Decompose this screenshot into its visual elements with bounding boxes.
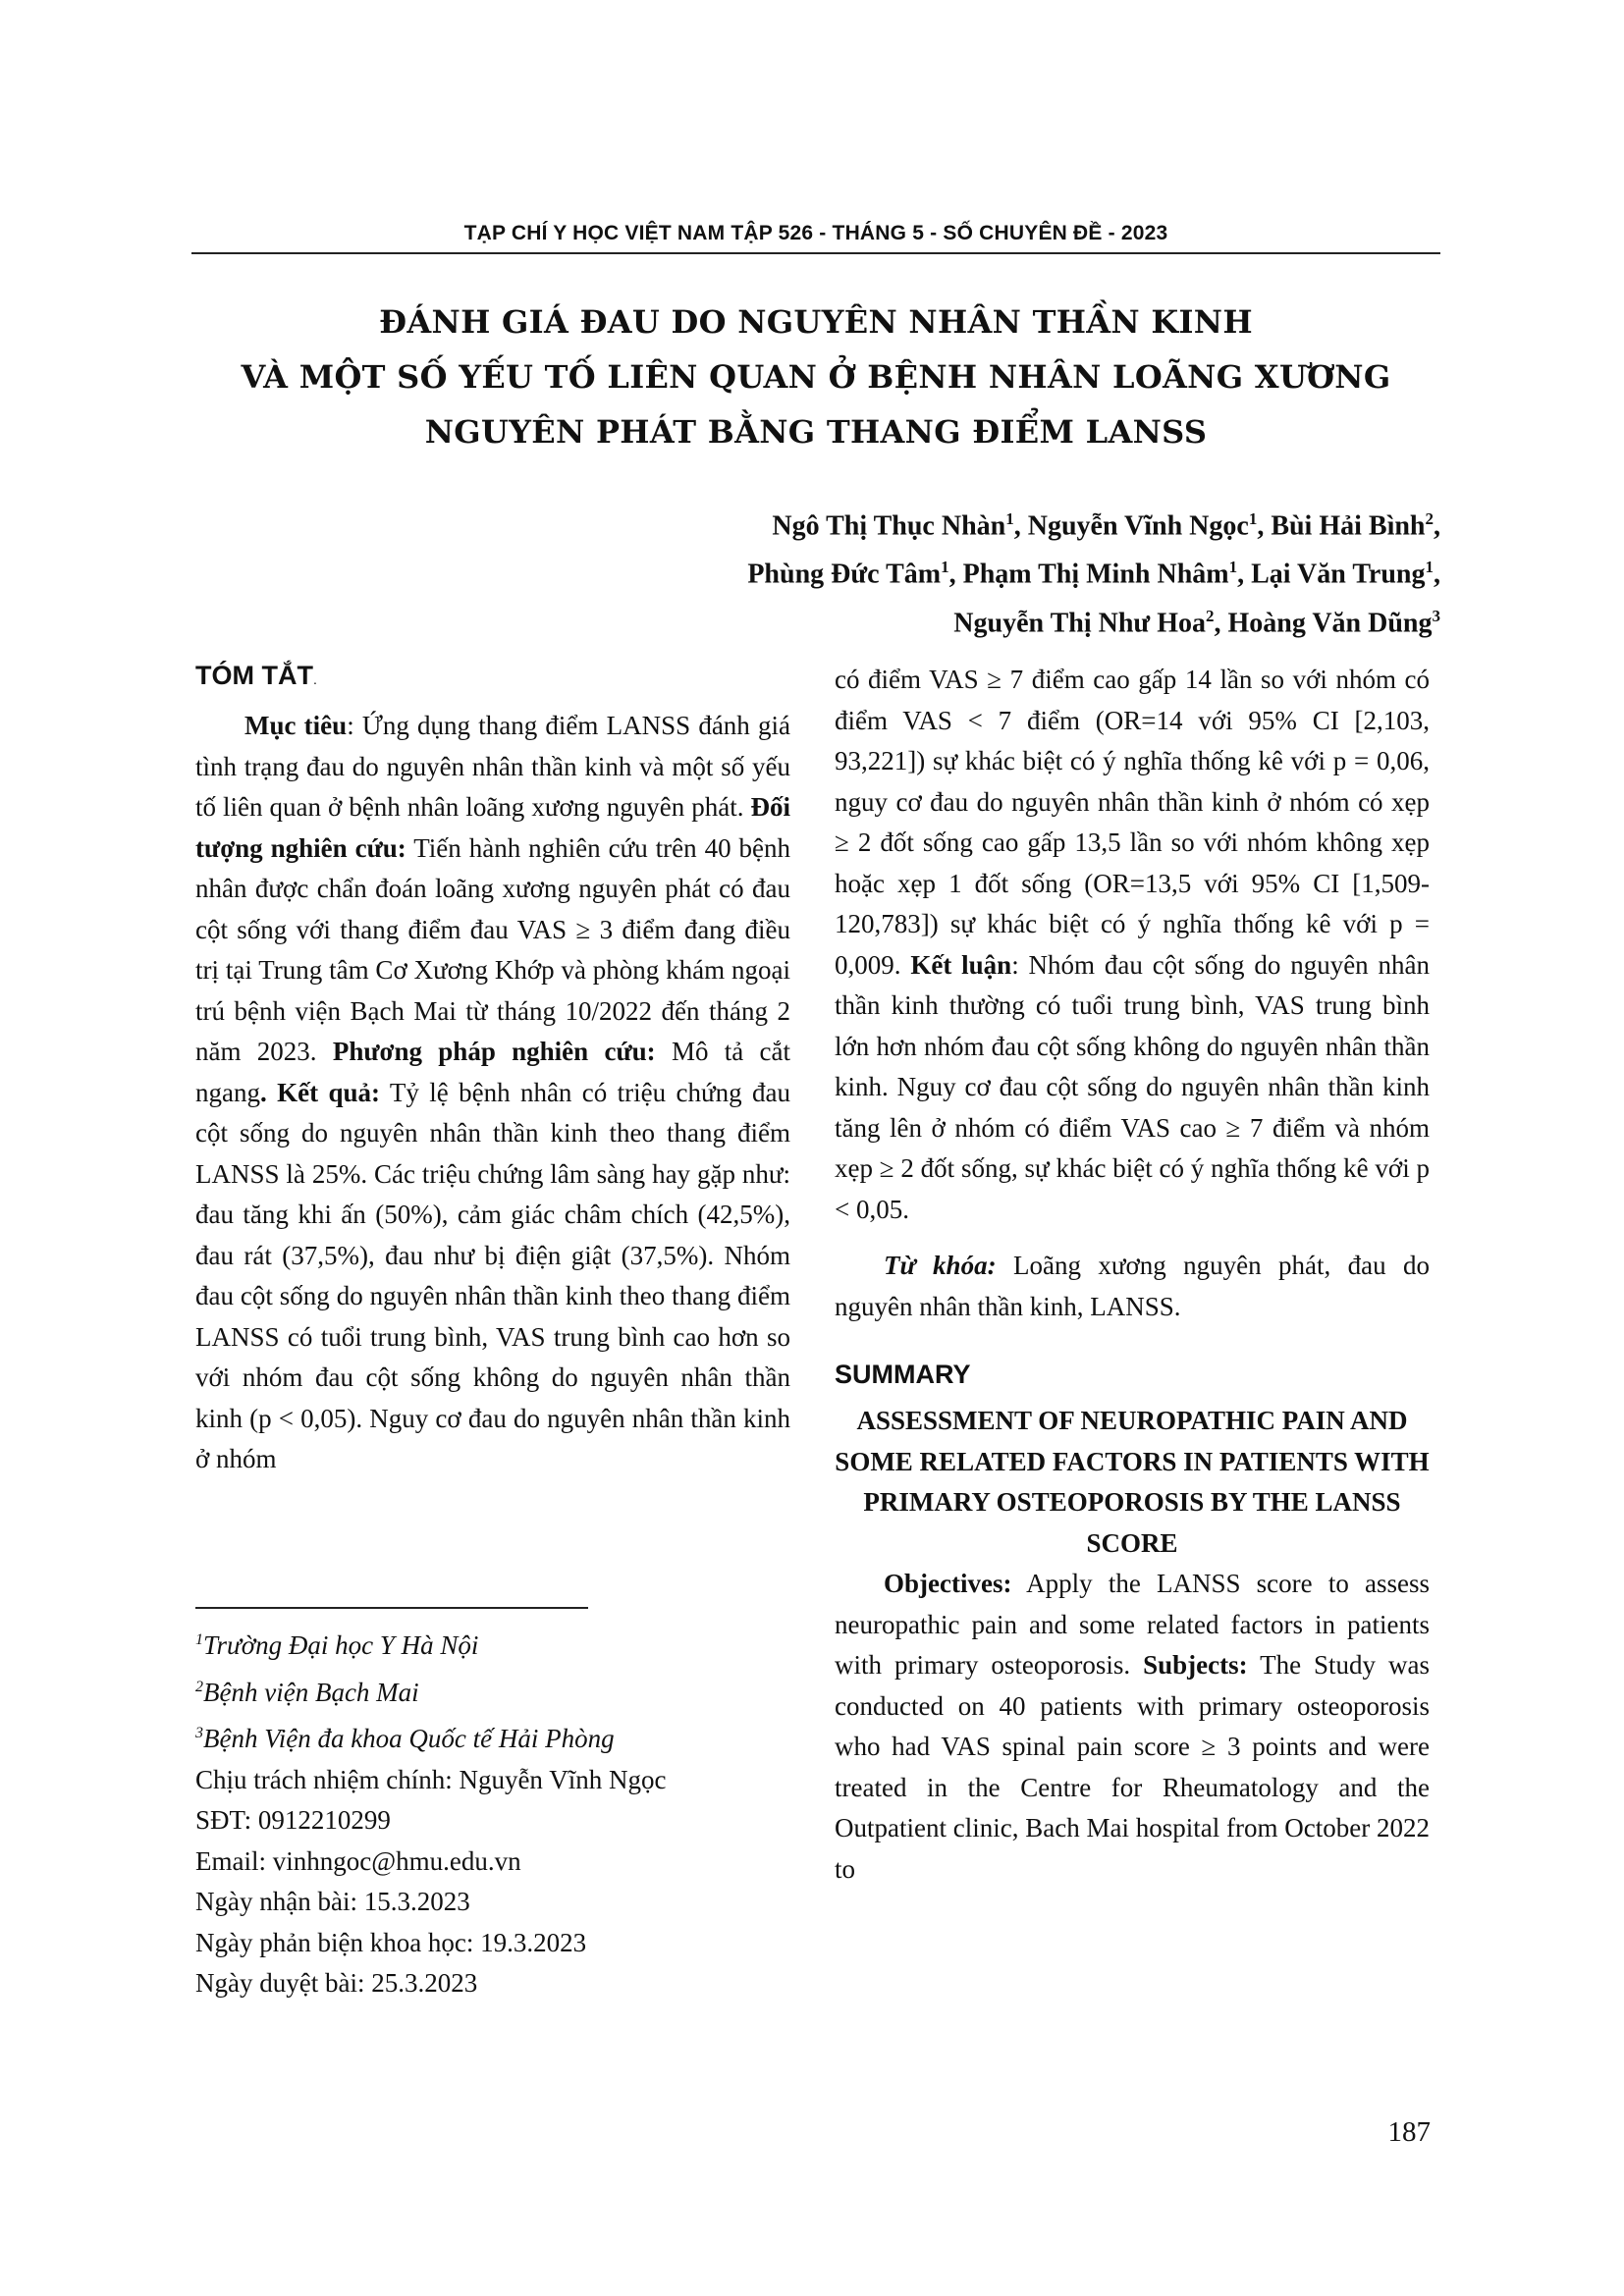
- summary-vi-heading: TÓM TẮT.: [195, 661, 317, 690]
- author-affiliation: 1: [1425, 558, 1434, 577]
- conclusion-label: Kết luận: [910, 949, 1012, 980]
- results-label: . Kết quả:: [259, 1077, 380, 1107]
- methods-label: Phương pháp nghiên cứu:: [332, 1037, 656, 1066]
- subjects-label: Đối tượng nghiên cứu:: [195, 792, 790, 863]
- objective-label: Mục tiêu: [244, 711, 348, 740]
- author-name: Phùng Đức Tâm: [747, 559, 942, 590]
- affiliation-note: $^2$Bệnh viện Bạch Mai: [195, 1677, 419, 1707]
- phone-number: SĐT: 0912210299: [195, 1805, 391, 1835]
- corresponding-author: Chịu trách nhiệm chính: Nguyễn Vĩnh Ngọc: [195, 1764, 667, 1794]
- review-date: Ngày phản biện khoa học: 19.3.2023: [195, 1927, 587, 1957]
- author-name: Ngô Thị Thục Nhàn: [772, 510, 1006, 542]
- keywords-label: Từ khóa:: [884, 1251, 997, 1280]
- title-line: VÀ MỘT SỐ YẾU TỐ LIÊN QUAN Ở BỆNH NHÂN LOÃNG XƯƠNG: [241, 358, 1391, 396]
- right-column: [835, 660, 1430, 1890]
- objectives-label: Objectives:: [884, 1569, 1012, 1598]
- author-affiliation: 2: [1205, 606, 1215, 625]
- keywords-vi: Từ khóa: Loãng xương nguyên phát, đau do nguyên nhân thần kinh, LANSS.: [835, 1251, 1430, 1321]
- author-list: [747, 499, 1440, 644]
- author-affiliation: 1: [1248, 509, 1258, 528]
- author-line: Phùng Đức Tâm$^1$, Phạm Thị Minh Nhâm$^1$, Lại Văn Trung$^1$,: [747, 558, 1440, 590]
- summary-en-heading: SUMMARY: [835, 1360, 971, 1389]
- title-line: NGUYÊN PHÁT BẰNG THANG ĐIỂM LANSS: [424, 413, 1208, 451]
- accepted-date: Ngày duyệt bài: 25.3.2023: [195, 1968, 478, 1998]
- left-column: [195, 656, 790, 1480]
- author-name: Nguyễn Vĩnh Ngọc: [1027, 510, 1249, 542]
- abstract-vi-continuation: có điểm VAS ≥ 7 điểm cao gấp 14 lần so với nhóm có điểm VAS < 7 điểm (OR=14 với 95% CI [2,103, 93,221]) sự khác biệt có ý nghĩa thống kê với p = 0,06, nguy cơ đau do nguyên nhân thần kinh ở nhóm có xẹp ≥ 2 đốt sống cao gấp 13,5 lần so với nhóm không xẹp hoặc xẹp 1 đốt sống (OR=13,5 với 95% CI [1,509-120,783]) sự khác biệt có ý nghĩa thống kê với p = 0,009. Kết luận: Nhóm đau cột sống do nguyên nhân thần kinh thường có tuổi trung bình, VAS trung bình lớn hơn nhóm đau cột sống không do nguyên nhân thần kinh. Nguy cơ đau cột sống do nguyên nhân thần kinh tăng lên ở nhóm có điểm VAS cao ≥ 7 điểm và nhóm xẹp ≥ 2 đốt sống, sự khác biệt có ý nghĩa thống kê với p < 0,05.: [835, 665, 1431, 1224]
- author-line: Ngô Thị Thục Nhàn$^1$, Nguyễn Vĩnh Ngọc$^1$, Bùi Hải Bình$^2$,: [772, 509, 1440, 542]
- abstract-en-paragraph: Objectives: Apply the LANSS score to assess neuropathic pain and some related factors in patients with primary osteoporosis. Subjects: The Study was conducted on 40 patients with primary osteoporosis who had VAS spinal pain score ≥ 3 points and were treated in the Centre for Rheumatology and the Outpatient clinic, Bach Mai hospital from October 2022 to: [835, 1569, 1430, 1884]
- header-rule: [191, 252, 1440, 254]
- abstract-vi-paragraph: Mục tiêu: Ứng dụng thang điểm LANSS đánh giá tình trạng đau do nguyên nhân thần kinh và một số yếu tố liên quan ở bệnh nhân loãng xương nguyên phát. Đối tượng nghiên cứu: Tiến hành nghiên cứu trên 40 bệnh nhân được chẩn đoán loãng xương nguyên phát có đau cột sống với thang điểm đau VAS ≥ 3 điểm đang điều trị tại Trung tâm Cơ Xương Khớp và phòng khám ngoại trú bệnh viện Bạch Mai từ tháng 10/2022 đến tháng 2 năm 2023. Phương pháp nghiên cứu: Mô tả cắt ngang. Kết quả: Tỷ lệ bệnh nhân có triệu chứng đau cột sống do nguyên nhân thần kinh theo thang điểm LANSS là 25%. Các triệu chứng lâm sàng hay gặp như: đau tăng khi ấn (50%), cảm giác châm chích (42,5%), đau rát (37,5%), đau như bị điện giật (37,5%). Nhóm đau cột sống do nguyên nhân thần kinh theo thang điểm LANSS có tuổi trung bình, VAS trung bình cao hơn so với nhóm đau cột sống không do nguyên nhân thần kinh (p < 0,05). Nguy cơ đau do nguyên nhân thần kinh ở nhóm: [195, 711, 790, 1473]
- footnotes: [195, 1620, 666, 2004]
- email-address: Email: vinhngoc@hmu.edu.vn: [195, 1845, 521, 1876]
- footnote-rule: [195, 1607, 588, 1609]
- journal-header: TẠP CHÍ Y HỌC VIỆT NAM TẬP 526 - THÁNG 5 - SỐ CHUYÊN ĐỀ - 2023: [463, 222, 1168, 244]
- author-name: Lại Văn Trung: [1251, 559, 1426, 590]
- page-number: 187: [1387, 2116, 1431, 2148]
- author-name: Hoàng Văn Dũng: [1227, 607, 1433, 638]
- author-name: Phạm Thị Minh Nhâm: [962, 559, 1229, 590]
- author-line: Nguyễn Thị Như Hoa$^2$, Hoàng Văn Dũng$^3$: [953, 606, 1440, 638]
- affiliation-note: $^1$Trường Đại học Y Hà Nội: [195, 1630, 479, 1660]
- author-name: Nguyễn Thị Như Hoa: [953, 607, 1206, 638]
- author-name: Bùi Hải Bình: [1271, 510, 1426, 542]
- article-title: [191, 294, 1440, 459]
- author-affiliation: 1: [1005, 509, 1014, 528]
- author-affiliation: 3: [1432, 606, 1440, 625]
- author-affiliation: 2: [1425, 509, 1434, 528]
- author-affiliation: 1: [941, 558, 949, 577]
- received-date: Ngày nhận bài: 15.3.2023: [195, 1887, 470, 1916]
- subjects-en-label: Subjects:: [1143, 1650, 1248, 1680]
- english-title: ASSESSMENT OF NEUROPATHIC PAIN AND SOME RELATED FACTORS IN PATIENTS WITH PRIMARY OSTEOPOROSIS BY THE LANSS SCORE: [835, 1406, 1430, 1558]
- affiliation-note: $^3$Bệnh Viện đa khoa Quốc tế Hải Phòng: [195, 1724, 615, 1753]
- title-line: ĐÁNH GIÁ ĐAU DO NGUYÊN NHÂN THẦN KINH: [379, 303, 1253, 341]
- author-affiliation: 1: [1228, 558, 1238, 577]
